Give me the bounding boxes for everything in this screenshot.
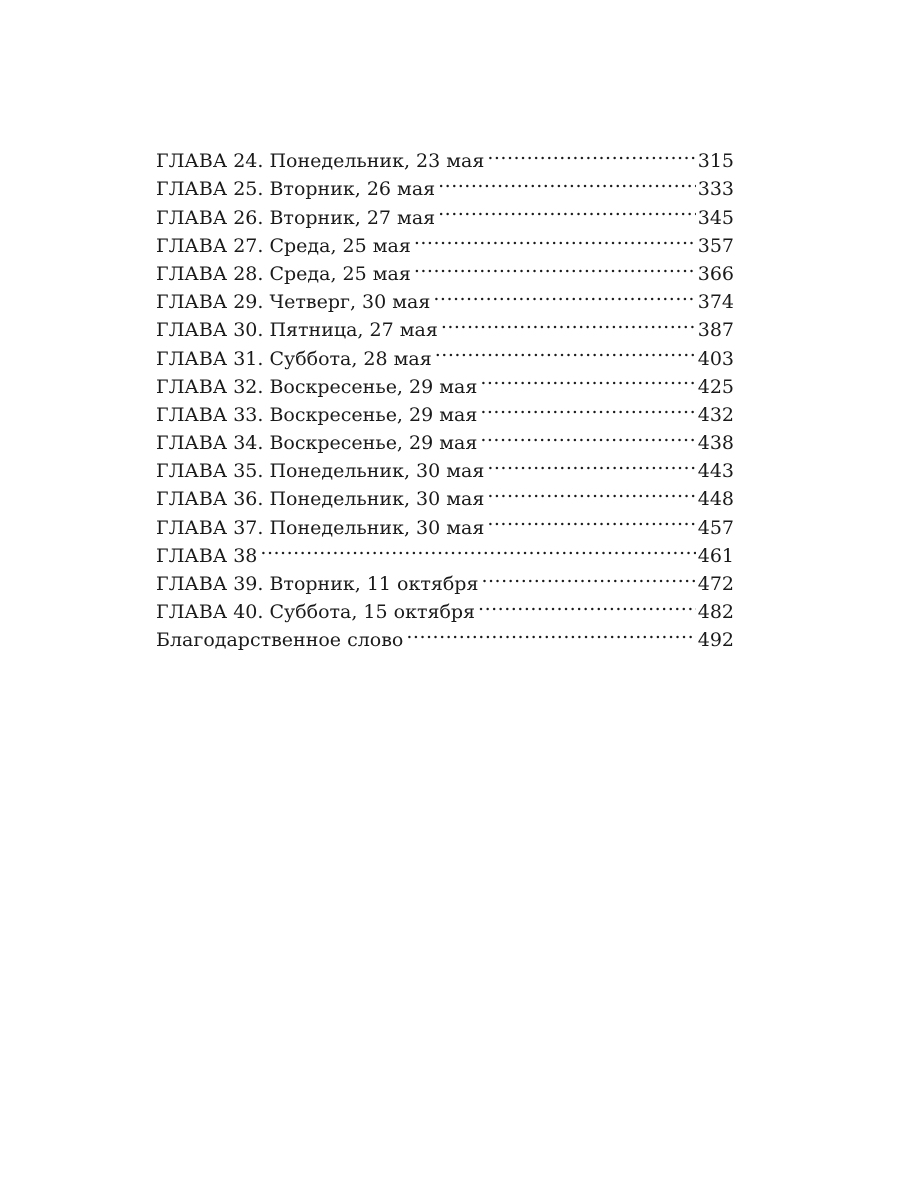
toc-dot-leader <box>433 280 695 308</box>
toc-entry-title: ГЛАВА 33. Воскресенье, 29 мая <box>156 403 478 426</box>
toc-entry-title: ГЛАВА 35. Понедельник, 30 мая <box>156 460 485 483</box>
toc-entry-title: ГЛАВА 29. Четверг, 30 мая <box>156 291 431 314</box>
toc-entry-title: ГЛАВА 28. Среда, 25 мая <box>156 262 411 285</box>
toc-entry-page: 457 <box>697 516 734 539</box>
toc-dot-leader <box>480 393 695 421</box>
toc-entry-page: 492 <box>697 629 734 652</box>
toc-entry-title: ГЛАВА 36. Понедельник, 30 мая <box>156 488 485 511</box>
toc-dot-leader <box>435 336 696 364</box>
toc-dot-leader <box>487 139 695 167</box>
toc-dot-leader <box>480 421 695 449</box>
toc-entry-title: ГЛАВА 24. Понедельник, 23 мая <box>156 150 485 173</box>
toc-entry-page: 315 <box>697 150 734 173</box>
toc-entry-title: ГЛАВА 25. Вторник, 26 мая <box>156 178 436 201</box>
toc-dot-leader <box>260 534 695 562</box>
toc-entry-title: ГЛАВА 32. Воскресенье, 29 мая <box>156 375 478 398</box>
toc-entry-title: ГЛАВА 34. Воскресенье, 29 мая <box>156 432 478 455</box>
toc-entry-page: 345 <box>697 206 734 229</box>
toc-entry-page: 366 <box>697 262 734 285</box>
toc-dot-leader <box>406 618 695 646</box>
toc-entry-page: 438 <box>697 432 734 455</box>
toc-entry-title: ГЛАВА 39. Вторник, 11 октября <box>156 573 479 595</box>
toc-dot-leader <box>487 505 695 533</box>
toc-entry-page: 461 <box>697 544 734 567</box>
toc-dot-leader <box>480 365 695 393</box>
toc-entry-title: ГЛАВА 26. Вторник, 27 мая <box>156 206 436 229</box>
toc-dot-leader <box>414 224 696 252</box>
toc-entry-page: 425 <box>697 375 734 398</box>
toc-entry-page: 432 <box>697 403 734 426</box>
toc-entry-title: ГЛАВА 30. Пятница, 27 мая <box>156 319 438 342</box>
toc-entry-page: 443 <box>697 460 734 483</box>
toc-entry-page: 374 <box>697 291 734 314</box>
toc-entry-title: ГЛАВА 31. Суббота, 28 мая <box>156 347 432 370</box>
toc-dot-leader <box>438 167 696 195</box>
toc-dot-leader <box>478 590 696 618</box>
toc-dot-leader <box>487 449 695 477</box>
toc-entry-title: ГЛАВА 40. Суббота, 15 октября <box>156 601 476 624</box>
toc-entry-title: ГЛАВА 27. Среда, 25 мая <box>156 234 411 257</box>
toc-entry-page: 387 <box>697 319 734 342</box>
toc-entry-page: 357 <box>697 234 734 257</box>
toc-dot-leader <box>414 252 696 280</box>
toc-entry-page: 448 <box>697 488 734 511</box>
toc-entry-title: Благодарственное слово <box>156 629 404 652</box>
toc-dot-leader <box>481 562 695 590</box>
toc-dot-leader <box>441 308 696 336</box>
table-of-contents <box>156 139 734 652</box>
toc-dot-leader <box>487 477 695 505</box>
toc-entry-title: ГЛАВА 37. Понедельник, 30 мая <box>156 516 485 539</box>
toc-entry-page: 333 <box>697 178 734 201</box>
toc-entry-page: 482 <box>697 601 734 624</box>
toc-entry-page: 403 <box>697 347 734 370</box>
toc-entry-page: 472 <box>697 573 734 595</box>
toc-dot-leader <box>438 195 696 223</box>
toc-entry <box>156 139 734 173</box>
toc-entry-title: ГЛАВА 38 <box>156 544 258 567</box>
